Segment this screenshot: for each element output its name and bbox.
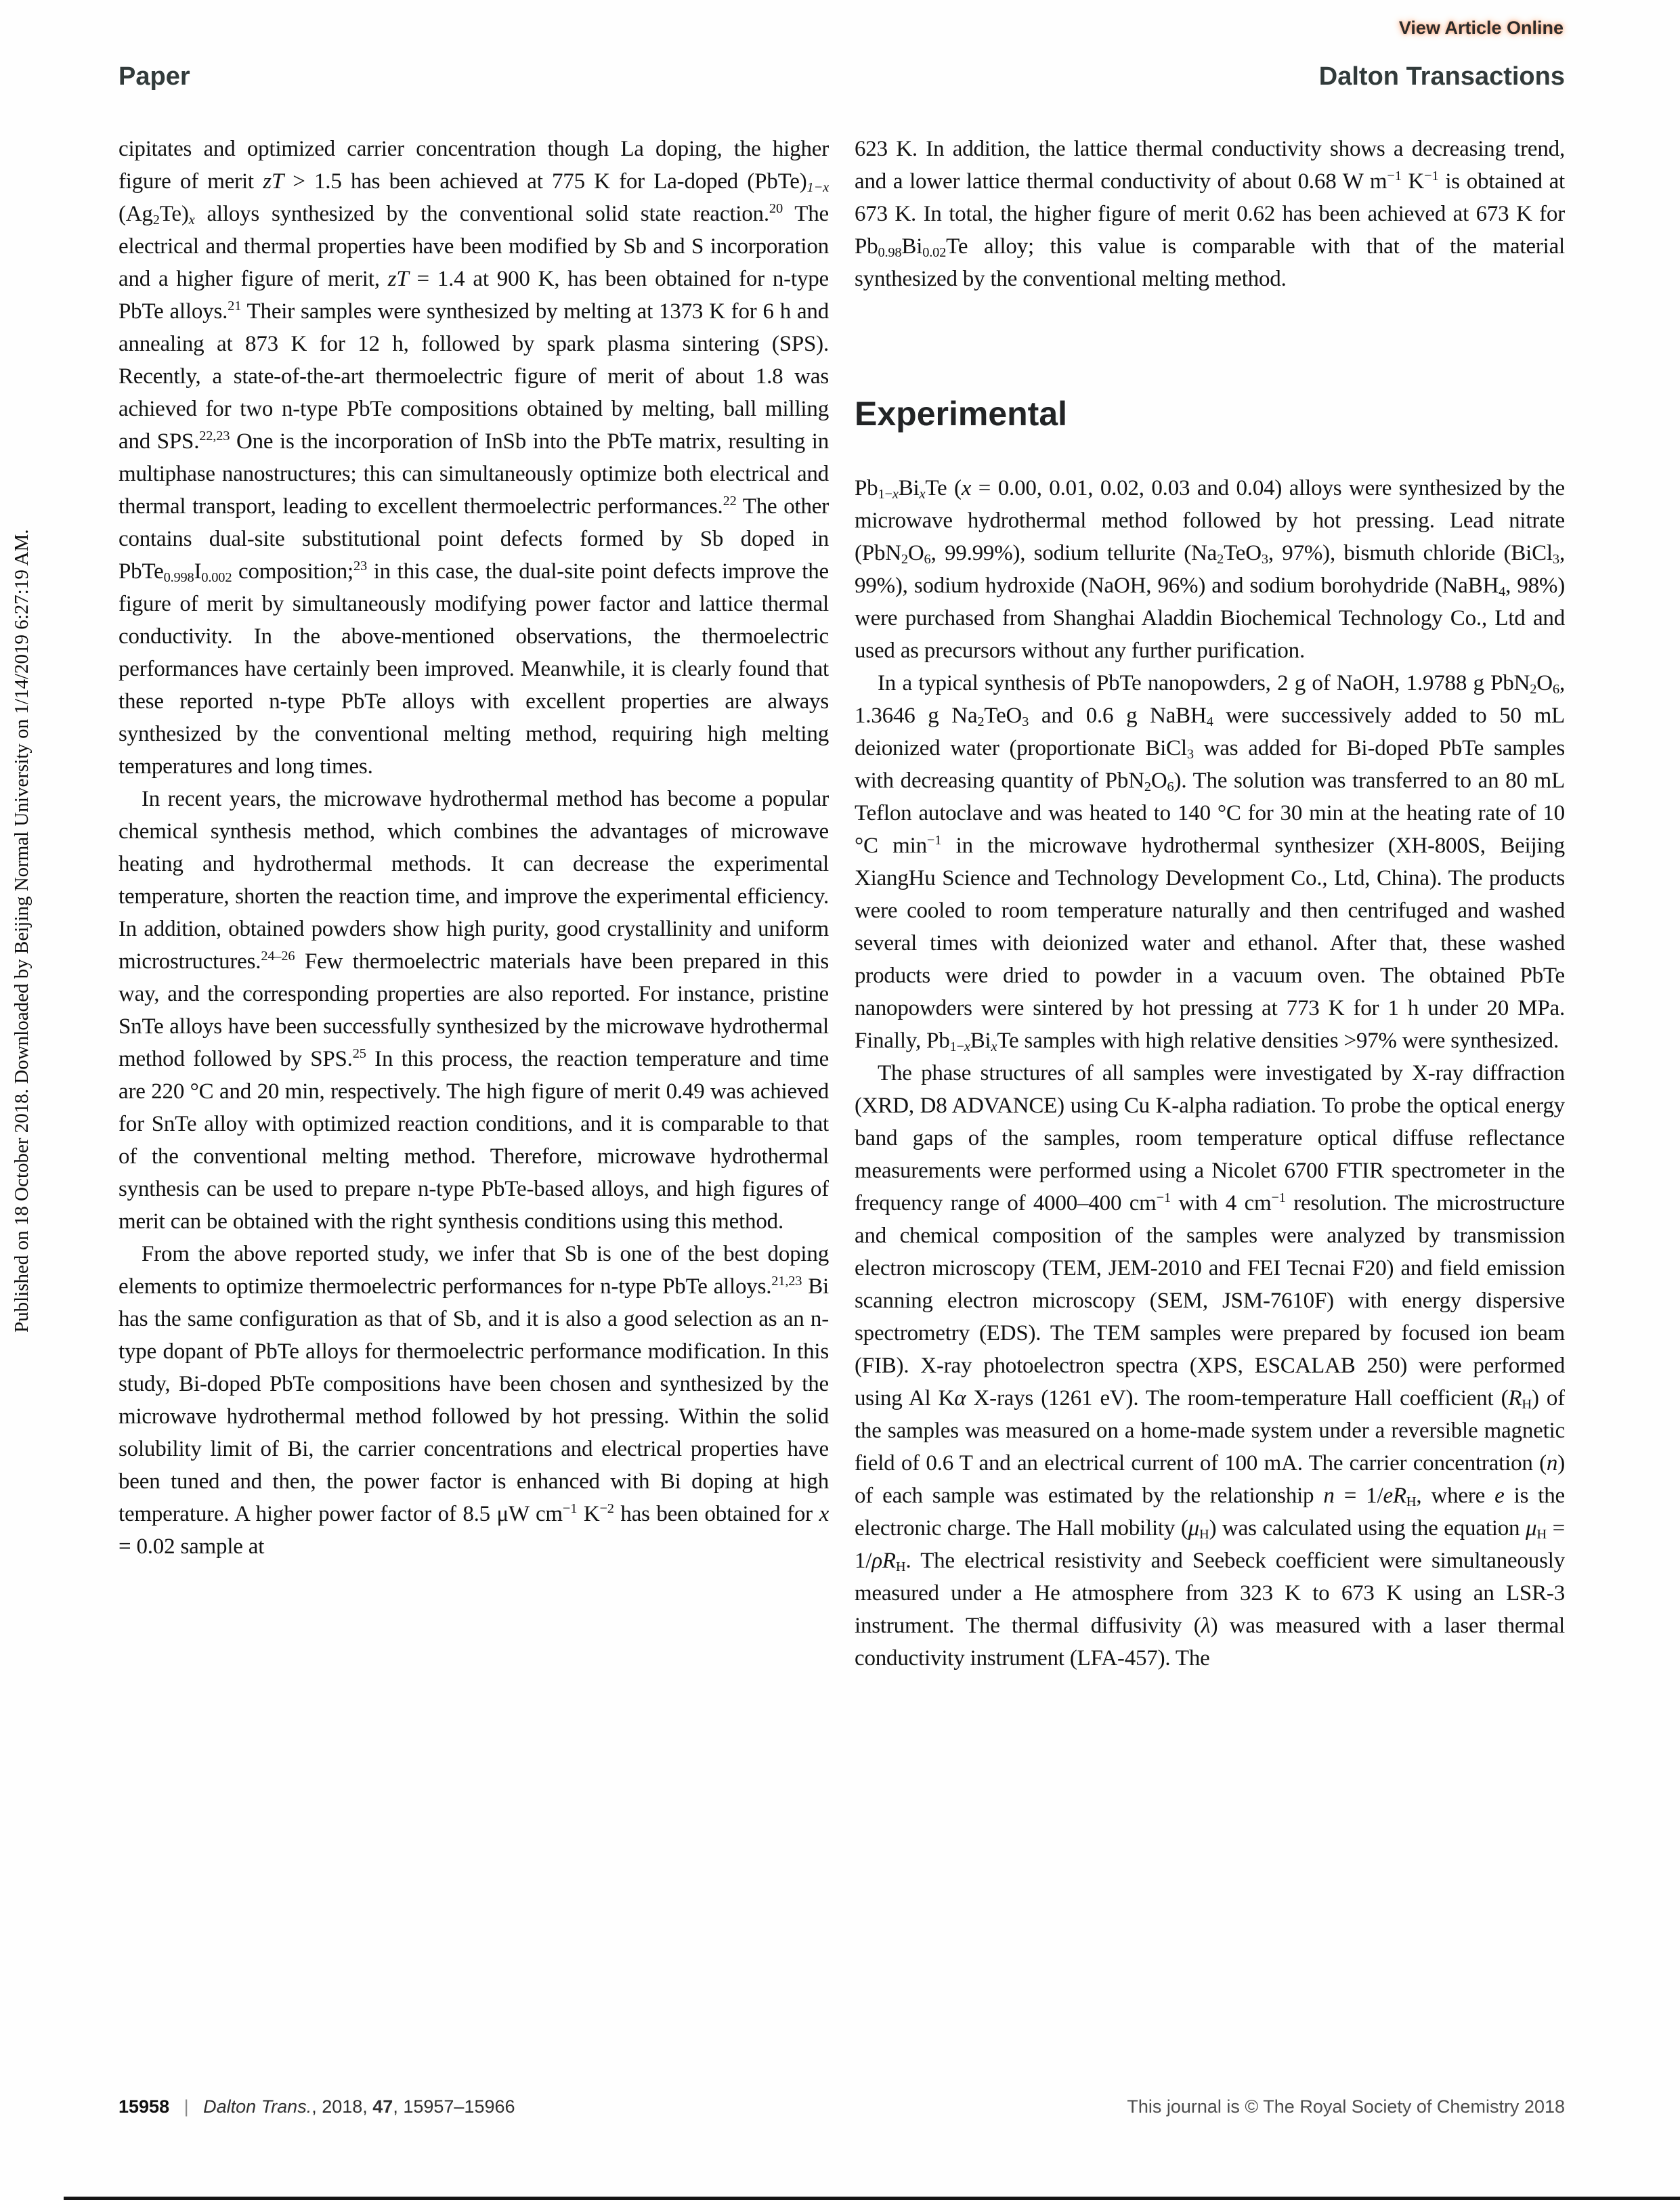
body-paragraph: The phase structures of all samples were investigated by X-ray diffraction (XRD, D8 ADVANCE) using Cu K-alpha radiation. To probe the optical energy band gaps of the samples, room temperature optical diffuse reflectance measurements were performed using a Nicolet 6700 FTIR spectrometer in the frequency range of 4000–400 $cm^{-1}$ with 4 $cm^{-1}$ resolution. The microstructure and chemical composition of the samples were analyzed by transmission electron microscopy (TEM, JEM-2010 and FEI Tecnai F20) and field emission scanning electron microscopy (SEM, JSM-7610F) with energy dispersive spectrometry (EDS). The TEM samples were prepared by focused ion beam (FIB). X-ray photoelectron spectra (XPS, ESCALAB 250) were performed using Al Kα X-rays (1261 eV). The room-temperature Hall coefficient $(R_H)$ of the samples was measured on a home-made system under a reversible magnetic field of 0.6 T and an electrical current of 100 mA. The carrier concentration (n) of each sample was estimated by the relationship $n = 1/eR_H$, where e is the electronic charge. The Hall mobility $(\mu_H)$ was calculated using the equation $\mu_H = 1/\rho R_H$. The electrical resistivity and Seebeck coefficient were simultaneously measured under a He atmosphere from 323 K to 673 K using an LSR-3 instrument. The thermal diffusivity (λ) was measured with a laser thermal conductivity instrument (LFA-457). The — [855, 1061, 1565, 1670]
body-paragraph: cipitates and optimized carrier concentration though La doping, the higher figure of merit zT > 1.5 has been achieved at 775 K for La-doped $(PbTe)_{1-x}$ $(Ag_2Te)_x$ alloys synthesized by the conventional solid state reaction.$^{20}$ The electrical and thermal properties have been modified by Sb and S incorporation and a higher figure of merit, zT = 1.4 at 900 K, has been obtained for n-type PbTe alloys.$^{21}$ Their samples were synthesized by melting at 1373 K for 6 h and annealing at 873 K for 12 h, followed by spark plasma sintering (SPS). Recently, a state-of-the-art thermoelectric figure of merit of about 1.8 was achieved for two n-type PbTe compositions obtained by melting, ball milling and SPS.$^{22,23}$ One is the incorporation of InSb into the PbTe matrix, resulting in multiphase nanostructures; this can simultaneously optimize both electrical and thermal transport, leading to excellent thermoelectric performances.$^{22}$ The other contains dual-site substitutional point defects formed by Sb doped in $PbTe_{0.998}I_{0.002}$ composition;$^{23}$ in this case, the dual-site point defects improve the figure of merit by simultaneously modifying power factor and lattice thermal conductivity. In the above-mentioned observations, the thermoelectric performances have certainly been improved. Meanwhile, it is clearly found that these reported n-type PbTe alloys with excellent properties are always synthesized by the conventional melting method, requiring high melting temperatures and long times. — [119, 137, 829, 779]
footer-citation-pages: , 15957–15966 — [393, 2096, 515, 2117]
page-header — [119, 62, 1565, 91]
section-heading: Experimental — [855, 395, 1068, 433]
footer-copyright: This journal is © The Royal Society of Chemistry 2018 — [1127, 2096, 1565, 2117]
footer-page-number: 15958 — [119, 2096, 170, 2117]
footer-journal-abbrev: Dalton Trans. — [203, 2096, 312, 2117]
body-paragraph: $Pb_{1-x}Bi_xTe$ (x = 0.00, 0.01, 0.02, 0.03 and 0.04) alloys were synthesized by the microwave hydrothermal method followed by hot pressing. Lead nitrate ($PbN_2O_6$, 99.99%), sodium tellurite ($Na_2TeO_3$, 97%), bismuth chloride (BiCl$_3$, 99%), sodium hydroxide (NaOH, 96%) and sodium borohydride (NaBH$_4$, 98%) were purchased from Shanghai Aladdin Biochemical Technology Co., Ltd and used as precursors without any further purification. — [855, 476, 1565, 663]
left-column — [119, 133, 829, 2098]
view-article-online-link[interactable]: View Article Online — [1398, 18, 1564, 38]
body-paragraph: From the above reported study, we infer that Sb is one of the best doping elements to optimize thermoelectric performances for n-type PbTe alloys.$^{21,23}$ Bi has the same configuration as that of Sb, and it is also a good selection as an n-type dopant of PbTe alloys for thermoelectric performance modification. In this study, Bi-doped PbTe compositions have been chosen and synthesized by the microwave hydrothermal method followed by hot pressing. Within the solid solubility limit of Bi, the carrier concentrations and electrical properties have been tuned and then, the power factor is enhanced with Bi doping at high temperature. A higher power factor of 8.5 μW $cm^{-1}$ $K^{-2}$ has been obtained for x = 0.02 sample at — [119, 1242, 829, 1559]
page-bottom-rule — [64, 2197, 1680, 2200]
journal-name-label: Dalton Transactions — [1318, 62, 1565, 91]
footer-separator: | — [184, 2096, 189, 2117]
right-column — [855, 133, 1565, 2098]
body-paragraph: 623 K. In addition, the lattice thermal conductivity shows a decreasing trend, and a lower lattice thermal conductivity of about 0.68 W $m^{-1}$ $K^{-1}$ is obtained at 673 K. In total, the higher figure of merit 0.62 has been achieved at 673 K for $Pb_{0.98}Bi_{0.02}Te$ alloy; this value is comparable with that of the material synthesized by the conventional melting method. — [855, 137, 1565, 291]
footer-citation-volume: 47 — [372, 2096, 393, 2117]
body-paragraph: In a typical synthesis of PbTe nanopowders, 2 g of NaOH, 1.9788 g $PbN_2O_6$, 1.3646 g $Na_2TeO_3$ and 0.6 g NaBH$_4$ were successively added to 50 mL deionized water (proportionate BiCl$_3$ was added for Bi-doped PbTe samples with decreasing quantity of $PbN_2O_6$). The solution was transferred to an 80 mL Teflon autoclave and was heated to 140 °C for 30 min at the heating rate of 10 °C $\min^{-1}$ in the microwave hydrothermal synthesizer (XH-800S, Beijing XiangHu Science and Technology Development Co., Ltd, China). The products were cooled to room temperature naturally and then centrifuged and washed several times with deionized water and ethanol. After that, these washed products were dried to powder in a vacuum oven. The obtained PbTe nanopowders were sintered by hot pressing at 773 K for 1 h under 20 MPa. Finally, $Pb_{1-x}Bi_xTe$ samples with high relative densities >97% were synthesized. — [855, 671, 1565, 1055]
footer-citation — [119, 2096, 515, 2117]
body-paragraph: In recent years, the microwave hydrothermal method has become a popular chemical synthesis method, which combines the advantages of microwave heating and hydrothermal methods. It can decrease the experimental temperature, shorten the reaction time, and improve the experimental efficiency. In addition, obtained powders show high purity, good crystallinity and uniform microstructures.$^{24-26}$ Few thermoelectric materials have been prepared in this way, and the corresponding properties are also reported. For instance, pristine SnTe alloys have been successfully synthesized by the microwave hydrothermal method followed by SPS.$^{25}$ In this process, the reaction temperature and time are 220 °C and 20 min, respectively. The high figure of merit 0.49 was achieved for SnTe alloy with optimized reaction conditions, and it is comparable to that of the conventional melting method. Therefore, microwave hydrothermal synthesis can be used to prepare n-type PbTe-based alloys, and high figures of merit can be obtained with the right synthesis conditions using this method. — [119, 787, 829, 1234]
page-footer — [119, 2096, 1565, 2117]
publication-download-note: Published on 18 October 2018. Downloaded by Beijing Normal University on 1/14/2019 6:27:19 AM. — [11, 529, 33, 1333]
article-type-label: Paper — [119, 62, 190, 91]
footer-citation-year: , 2018, — [311, 2096, 373, 2117]
two-column-body — [119, 133, 1565, 2098]
